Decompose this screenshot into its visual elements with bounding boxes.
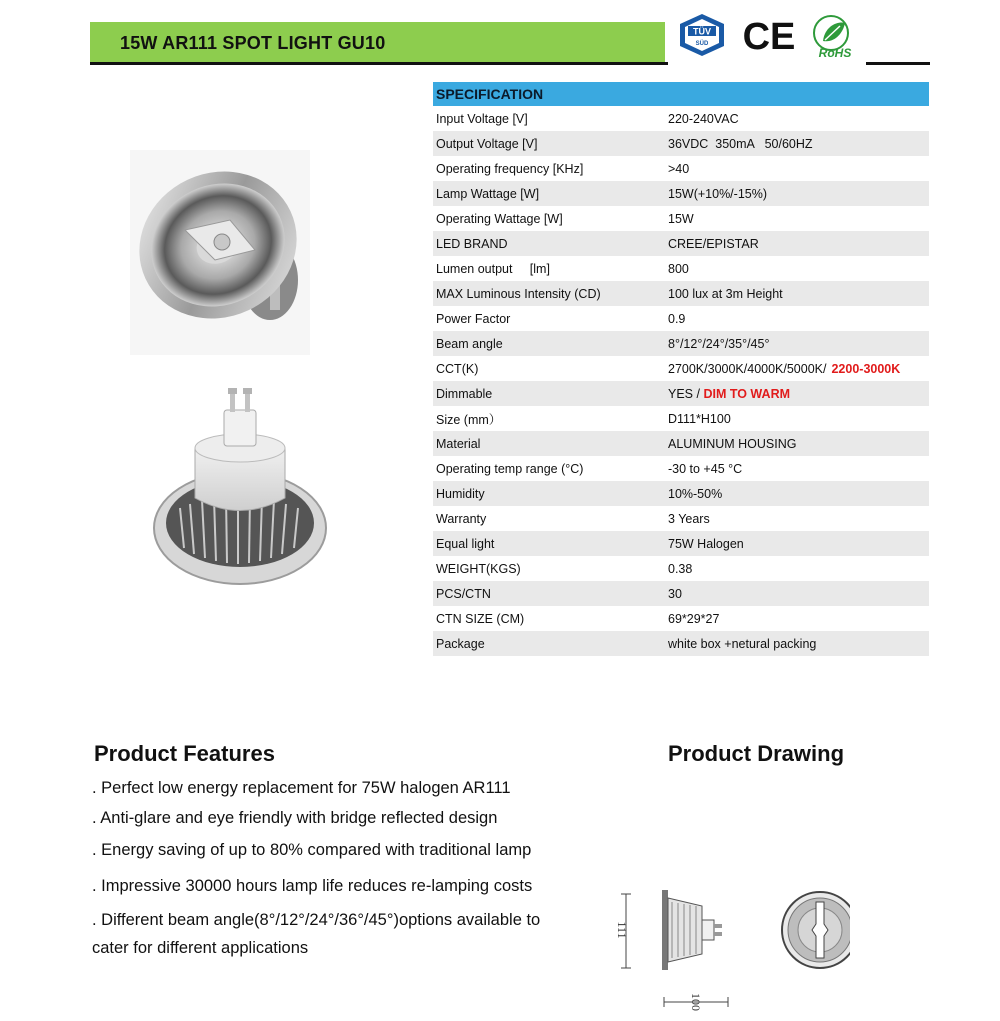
product-drawing [610,880,850,1020]
spec-label: LED BRAND [433,231,665,256]
spec-row [433,206,929,231]
title-underline-right [866,62,930,65]
spec-row [433,231,929,256]
spec-label: MAX Luminous Intensity (CD) [433,281,665,306]
spec-label: Operating temp range (°C) [433,456,665,481]
spec-value [665,631,929,656]
spec-value [665,431,929,456]
spec-value [665,181,929,206]
spec-value-text: 30 [668,586,682,601]
spec-row [433,431,929,456]
spec-value [665,331,929,356]
spec-label: WEIGHT(KGS) [433,556,665,581]
spec-label: PCS/CTN [433,581,665,606]
feature-item: . Perfect low energy replacement for 75W halogen AR111 [92,779,511,797]
spec-row [433,381,929,406]
title-underline [90,62,668,65]
spec-label: Package [433,631,665,656]
spec-label: Operating frequency [KHz] [433,156,665,181]
spec-row [433,131,929,156]
feature-item: . Anti-glare and eye friendly with bridge reflected design [92,809,498,827]
spec-label: Input Voltage [V] [433,106,665,131]
spec-value [665,406,929,431]
spec-row [433,181,929,206]
spec-value [665,356,929,381]
spec-value-text: 15W(+10%/-15%) [668,186,767,201]
spec-label: Lumen output [lm] [433,256,665,281]
spec-value [665,106,929,131]
tuv-sub-text: SÜD [695,41,709,47]
spec-value-text: 10%-50% [668,486,723,501]
spec-row [433,581,929,606]
spec-value [665,381,929,406]
spec-value-text: 36VDC 350mA 50/60HZ [668,136,813,151]
spec-label: Humidity [433,481,665,506]
spec-row [433,306,929,331]
spec-value-text: -30 to +45 °C [668,461,743,476]
spec-value-text: CREE/EPISTAR [668,236,759,251]
spec-value [665,531,929,556]
spec-value-text: 15W [668,211,694,226]
product-image-front [130,150,310,355]
spec-heading: SPECIFICATION [433,82,929,106]
spec-value [665,556,929,581]
spec-label: Warranty [433,506,665,531]
spec-row [433,256,929,281]
spec-value-text: 69*29*27 [668,611,720,626]
spec-label: Size (mm） [433,406,665,431]
spec-value-text: white box +netural packing [668,636,817,651]
spec-value [665,206,929,231]
tuv-text: TÜV [693,26,711,37]
spec-value [665,231,929,256]
spec-value-text: 100 lux at 3m Height [668,286,783,301]
spec-value-text: YES / [668,386,704,401]
spec-label: CTN SIZE (CM) [433,606,665,631]
spec-row [433,481,929,506]
spec-value [665,256,929,281]
spec-value-text: 220-240VAC [668,111,739,126]
height-dimension: 111 [615,921,629,939]
drawing-title: Product Drawing [668,741,845,766]
spec-value-text: 0.38 [668,561,693,576]
spec-value [665,606,929,631]
spec-value [665,131,929,156]
spec-label: Material [433,431,665,456]
spec-label: Operating Wattage [W] [433,206,665,231]
spec-value-text: ALUMINUM HOUSING [668,436,797,451]
spec-label: Lamp Wattage [W] [433,181,665,206]
spec-value-text: >40 [668,161,690,176]
spec-label: Equal light [433,531,665,556]
spec-row [433,356,929,381]
spec-label: CCT(K) [433,356,665,381]
spec-value [665,156,929,181]
spec-row [433,556,929,581]
spec-row [433,631,929,656]
spec-value-highlight: DIM TO WARM [703,386,791,401]
spec-row [433,156,929,181]
product-image-back [150,388,330,593]
spec-row [433,456,929,481]
spec-value-text: 8°/12°/24°/35°/45° [668,336,770,351]
spec-value [665,581,929,606]
spec-value-highlight: 2200-3000K [831,361,901,376]
spec-value [665,281,929,306]
page-title: 15W AR111 SPOT LIGHT GU10 [120,33,386,53]
spec-label: Output Voltage [V] [433,131,665,156]
spec-label: Power Factor [433,306,665,331]
spec-row [433,531,929,556]
spec-value-text: 800 [668,261,689,276]
spec-heading-row [433,82,929,106]
spec-value [665,306,929,331]
rohs-logo [805,13,863,59]
spec-row [433,506,929,531]
spec-row [433,281,929,306]
spec-label: Beam angle [433,331,665,356]
spec-value-text: 0.9 [668,311,686,326]
spec-value-text: 75W Halogen [668,536,744,551]
feature-item: . Different beam angle(8°/12°/24°/36°/45°)options available to [92,911,541,929]
feature-item: . Energy saving of up to 80% compared with traditional lamp [92,841,532,859]
ce-text: CE [742,16,796,56]
spec-row [433,331,929,356]
ce-mark-logo [738,14,800,56]
width-dimension: 100 [689,993,703,1011]
spec-value [665,456,929,481]
spec-label: Dimmable [433,381,665,406]
feature-item: . Impressive 30000 hours lamp life reduces re-lamping costs [92,877,533,895]
spec-value [665,506,929,531]
spec-value [665,481,929,506]
spec-value-text: 3 Years [668,511,710,526]
feature-item: cater for different applications [92,939,309,957]
features-title: Product Features [94,741,275,766]
spec-value-text: 2700K/3000K/4000K/5000K/ [668,361,827,376]
rohs-text: RoHS [818,46,852,59]
spec-row [433,106,929,131]
tuv-sud-logo [676,12,728,58]
spec-row [433,606,929,631]
spec-table [433,82,929,656]
spec-row [433,406,929,431]
spec-value-text: D111*H100 [668,411,731,426]
